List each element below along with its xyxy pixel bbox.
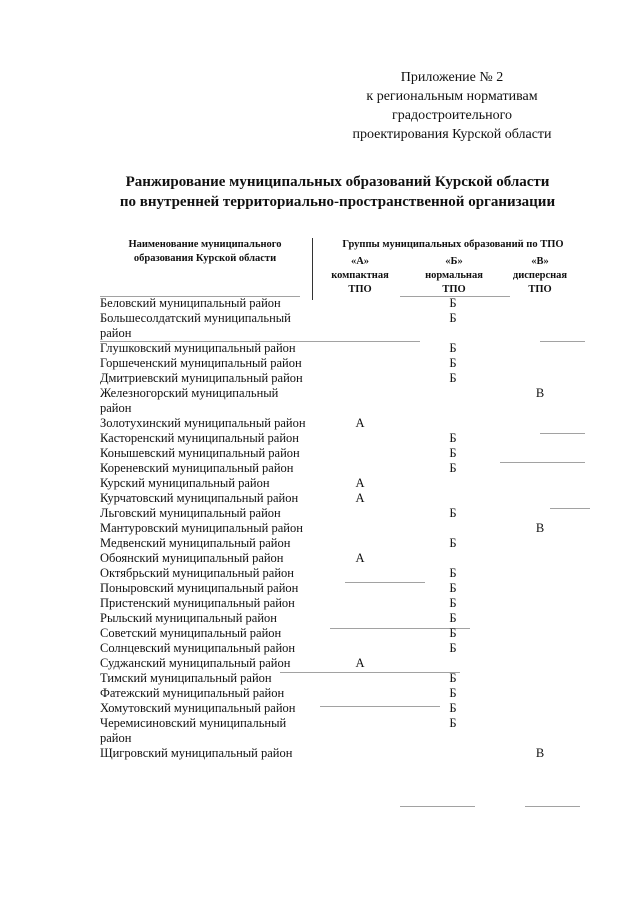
table-row bbox=[100, 416, 600, 431]
table-row bbox=[100, 746, 600, 761]
group-v-type: дисперсная bbox=[512, 270, 568, 281]
table-row bbox=[100, 521, 600, 536]
appendix-line-2: к региональным нормативам bbox=[366, 89, 538, 104]
table-row bbox=[100, 311, 600, 341]
scan-artifact-line bbox=[525, 806, 580, 807]
municipality-name: Тимский муниципальный район bbox=[100, 671, 272, 685]
title-line-1: Ранжирование муниципальных образований Курской области bbox=[125, 174, 550, 190]
group-b-type: нормальная bbox=[425, 270, 483, 281]
table-row bbox=[100, 581, 600, 596]
name-header-line-1: Наименование муниципального bbox=[128, 239, 282, 250]
municipality-name: Пристенский муниципальный район bbox=[100, 596, 295, 610]
appendix-line-4: проектирования Курской области bbox=[352, 127, 552, 142]
municipality-name: Суджанский муниципальный район bbox=[100, 656, 291, 670]
group-mark: Б bbox=[449, 686, 457, 700]
table-row bbox=[100, 656, 600, 671]
municipality-name: Льговский муниципальный район bbox=[100, 506, 281, 520]
table-row bbox=[100, 356, 600, 371]
table-row bbox=[100, 386, 600, 416]
table-row bbox=[100, 686, 600, 701]
municipality-name: Медвенский муниципальный район bbox=[100, 536, 291, 550]
group-mark: Б bbox=[449, 356, 457, 370]
group-mark: Б bbox=[449, 701, 457, 715]
municipality-name: Поныровский муниципальный район bbox=[100, 581, 299, 595]
municipality-name: Касторенский муниципальный район bbox=[100, 431, 299, 445]
group-mark: В bbox=[535, 746, 545, 760]
group-mark: Б bbox=[449, 461, 457, 475]
group-mark: А bbox=[355, 656, 365, 670]
municipality-name: Глушковский муниципальный район bbox=[100, 341, 296, 355]
table-row bbox=[100, 641, 600, 656]
table-row bbox=[100, 596, 600, 611]
group-mark: Б bbox=[449, 671, 457, 685]
appendix-header bbox=[322, 68, 582, 144]
name-column-header bbox=[100, 238, 310, 266]
municipality-name: Конышевский муниципальный район bbox=[100, 446, 300, 460]
group-mark: Б bbox=[449, 341, 457, 355]
group-mark: А bbox=[355, 551, 365, 565]
groups-header: Группы муниципальных образований по ТПО bbox=[342, 239, 564, 250]
group-mark: Б bbox=[449, 611, 457, 625]
group-mark: А bbox=[355, 476, 365, 490]
table-row bbox=[100, 566, 600, 581]
table-row bbox=[100, 341, 600, 356]
municipality-name: Щигровский муниципальный район bbox=[100, 746, 293, 760]
group-mark: Б bbox=[449, 536, 457, 550]
group-b-code: «Б» bbox=[445, 256, 463, 267]
municipality-name: Обоянский муниципальный район bbox=[100, 551, 284, 565]
table-row bbox=[100, 536, 600, 551]
group-mark: Б bbox=[449, 596, 457, 610]
group-mark: Б bbox=[449, 296, 457, 310]
municipality-name: Мантуровский муниципальный район bbox=[100, 521, 303, 535]
table-row bbox=[100, 476, 600, 491]
group-a-header bbox=[320, 255, 400, 297]
municipality-name: Железногорский муниципальный район bbox=[100, 386, 279, 415]
group-a-code: «А» bbox=[350, 256, 370, 267]
table-row bbox=[100, 626, 600, 641]
appendix-line-1: Приложение № 2 bbox=[400, 70, 504, 85]
group-mark: Б bbox=[449, 566, 457, 580]
municipality-table bbox=[100, 296, 600, 761]
group-mark: А bbox=[355, 416, 365, 430]
municipality-name: Дмитриевский муниципальный район bbox=[100, 371, 303, 385]
table-row bbox=[100, 371, 600, 386]
appendix-line-3: градостроительного bbox=[391, 108, 512, 123]
group-mark: Б bbox=[449, 311, 457, 325]
scan-artifact-line bbox=[400, 806, 475, 807]
municipality-name: Курчатовский муниципальный район bbox=[100, 491, 299, 505]
group-mark: В bbox=[535, 521, 545, 535]
municipality-name: Горшеченский муниципальный район bbox=[100, 356, 302, 370]
table-row bbox=[100, 446, 600, 461]
group-mark: В bbox=[535, 386, 545, 400]
group-b-header bbox=[414, 255, 494, 297]
group-v-header bbox=[500, 255, 580, 297]
table-row bbox=[100, 611, 600, 626]
municipality-name: Фатежский муниципальный район bbox=[100, 686, 285, 700]
group-mark: Б bbox=[449, 446, 457, 460]
municipality-name: Черемисиновский муниципальный район bbox=[100, 716, 287, 745]
table-row bbox=[100, 551, 600, 566]
municipality-name: Золотухинский муниципальный район bbox=[100, 416, 306, 430]
table-row bbox=[100, 461, 600, 476]
table-row bbox=[100, 701, 600, 716]
group-a-type: компактная bbox=[331, 270, 389, 281]
municipality-name: Большесолдатский муниципальный район bbox=[100, 311, 291, 340]
group-mark: Б bbox=[449, 506, 457, 520]
group-mark: Б bbox=[449, 581, 457, 595]
table-row bbox=[100, 506, 600, 521]
group-mark: Б bbox=[449, 626, 457, 640]
group-a-abbr: ТПО bbox=[348, 284, 372, 295]
group-b-abbr: ТПО bbox=[442, 284, 466, 295]
municipality-name: Октябрьский муниципальный район bbox=[100, 566, 294, 580]
municipality-name: Советский муниципальный район bbox=[100, 626, 282, 640]
group-mark: Б bbox=[449, 641, 457, 655]
table-row bbox=[100, 431, 600, 446]
municipality-name: Рыльский муниципальный район bbox=[100, 611, 277, 625]
table-row bbox=[100, 296, 600, 311]
header-divider bbox=[312, 238, 313, 300]
group-v-abbr: ТПО bbox=[528, 284, 552, 295]
municipality-name: Хомутовский муниципальный район bbox=[100, 701, 296, 715]
table-row bbox=[100, 491, 600, 506]
group-mark: Б bbox=[449, 716, 457, 730]
municipality-name: Беловский муниципальный район bbox=[100, 296, 281, 310]
table-row bbox=[100, 671, 600, 686]
name-header-line-2: образования Курской области bbox=[133, 253, 277, 264]
municipality-name: Кореневский муниципальный район bbox=[100, 461, 294, 475]
title-line-2: по внутренней территориально-пространственной организации bbox=[119, 194, 556, 210]
group-v-code: «В» bbox=[531, 256, 549, 267]
municipality-name: Солнцевский муниципальный район bbox=[100, 641, 296, 655]
group-mark: Б bbox=[449, 371, 457, 385]
group-mark: А bbox=[355, 491, 365, 505]
municipality-name: Курский муниципальный район bbox=[100, 476, 270, 490]
group-mark: Б bbox=[449, 431, 457, 445]
table-row bbox=[100, 716, 600, 746]
document-title bbox=[60, 172, 615, 212]
